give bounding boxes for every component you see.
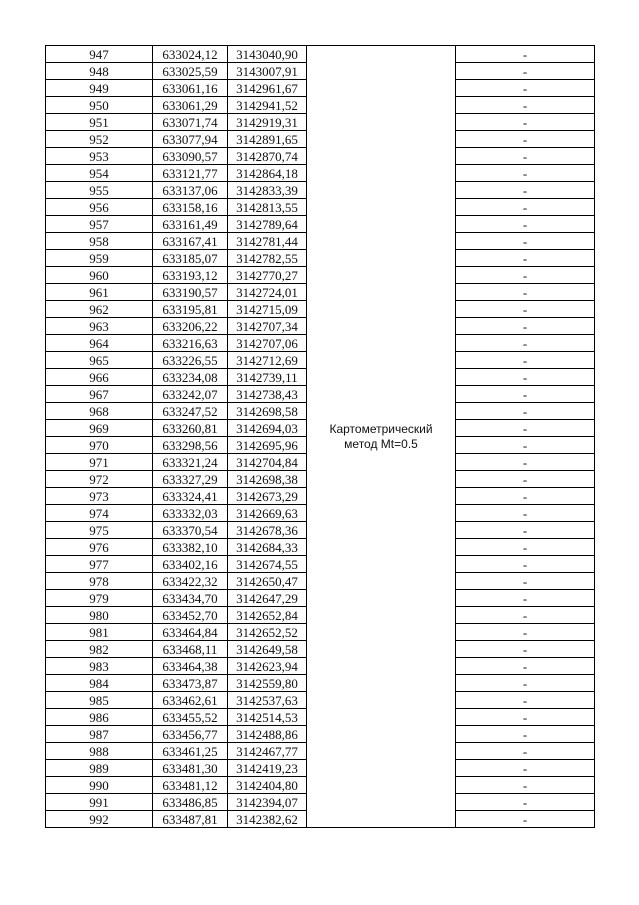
point-number-cell: 980 bbox=[46, 607, 153, 624]
point-number-cell: 965 bbox=[46, 352, 153, 369]
y-coordinate-cell: 3142404,80 bbox=[228, 777, 307, 794]
x-coordinate-cell: 633434,70 bbox=[153, 590, 228, 607]
y-coordinate-cell: 3142961,67 bbox=[228, 80, 307, 97]
point-number-cell: 950 bbox=[46, 97, 153, 114]
y-coordinate-cell: 3142739,11 bbox=[228, 369, 307, 386]
point-number-cell: 969 bbox=[46, 420, 153, 437]
y-coordinate-cell: 3142678,36 bbox=[228, 522, 307, 539]
x-coordinate-cell: 633422,32 bbox=[153, 573, 228, 590]
x-coordinate-cell: 633137,06 bbox=[153, 182, 228, 199]
x-coordinate-cell: 633452,70 bbox=[153, 607, 228, 624]
y-coordinate-cell: 3142467,77 bbox=[228, 743, 307, 760]
value-cell: - bbox=[456, 556, 595, 573]
point-number-cell: 976 bbox=[46, 539, 153, 556]
value-cell: - bbox=[456, 267, 595, 284]
point-number-cell: 947 bbox=[46, 46, 153, 63]
point-number-cell: 991 bbox=[46, 794, 153, 811]
y-coordinate-cell: 3142707,34 bbox=[228, 318, 307, 335]
y-coordinate-cell: 3142537,63 bbox=[228, 692, 307, 709]
y-coordinate-cell: 3142694,03 bbox=[228, 420, 307, 437]
y-coordinate-cell: 3142704,84 bbox=[228, 454, 307, 471]
x-coordinate-cell: 633402,16 bbox=[153, 556, 228, 573]
y-coordinate-cell: 3142891,65 bbox=[228, 131, 307, 148]
x-coordinate-cell: 633025,59 bbox=[153, 63, 228, 80]
value-cell: - bbox=[456, 148, 595, 165]
value-cell: - bbox=[456, 369, 595, 386]
x-coordinate-cell: 633158,16 bbox=[153, 199, 228, 216]
value-cell: - bbox=[456, 692, 595, 709]
value-cell: - bbox=[456, 284, 595, 301]
value-cell: - bbox=[456, 709, 595, 726]
point-number-cell: 973 bbox=[46, 488, 153, 505]
value-cell: - bbox=[456, 46, 595, 63]
y-coordinate-cell: 3142649,58 bbox=[228, 641, 307, 658]
x-coordinate-cell: 633090,57 bbox=[153, 148, 228, 165]
value-cell: - bbox=[456, 590, 595, 607]
point-number-cell: 951 bbox=[46, 114, 153, 131]
value-cell: - bbox=[456, 794, 595, 811]
y-coordinate-cell: 3142870,74 bbox=[228, 148, 307, 165]
value-cell: - bbox=[456, 675, 595, 692]
value-cell: - bbox=[456, 165, 595, 182]
point-number-cell: 958 bbox=[46, 233, 153, 250]
y-coordinate-cell: 3142813,55 bbox=[228, 199, 307, 216]
point-number-cell: 952 bbox=[46, 131, 153, 148]
y-coordinate-cell: 3142652,84 bbox=[228, 607, 307, 624]
point-number-cell: 960 bbox=[46, 267, 153, 284]
point-number-cell: 977 bbox=[46, 556, 153, 573]
point-number-cell: 982 bbox=[46, 641, 153, 658]
value-cell: - bbox=[456, 301, 595, 318]
point-number-cell: 955 bbox=[46, 182, 153, 199]
x-coordinate-cell: 633382,10 bbox=[153, 539, 228, 556]
method-cell bbox=[307, 46, 456, 828]
y-coordinate-cell: 3143040,90 bbox=[228, 46, 307, 63]
value-cell: - bbox=[456, 80, 595, 97]
y-coordinate-cell: 3142382,62 bbox=[228, 811, 307, 828]
x-coordinate-cell: 633161,49 bbox=[153, 216, 228, 233]
point-number-cell: 954 bbox=[46, 165, 153, 182]
value-cell: - bbox=[456, 182, 595, 199]
x-coordinate-cell: 633324,41 bbox=[153, 488, 228, 505]
value-cell: - bbox=[456, 777, 595, 794]
x-coordinate-cell: 633247,52 bbox=[153, 403, 228, 420]
y-coordinate-cell: 3142394,07 bbox=[228, 794, 307, 811]
y-coordinate-cell: 3142514,53 bbox=[228, 709, 307, 726]
value-cell: - bbox=[456, 488, 595, 505]
point-number-cell: 984 bbox=[46, 675, 153, 692]
x-coordinate-cell: 633455,52 bbox=[153, 709, 228, 726]
value-cell: - bbox=[456, 760, 595, 777]
y-coordinate-cell: 3142698,58 bbox=[228, 403, 307, 420]
point-number-cell: 972 bbox=[46, 471, 153, 488]
value-cell: - bbox=[456, 505, 595, 522]
y-coordinate-cell: 3142623,94 bbox=[228, 658, 307, 675]
point-number-cell: 989 bbox=[46, 760, 153, 777]
point-number-cell: 971 bbox=[46, 454, 153, 471]
value-cell: - bbox=[456, 386, 595, 403]
y-coordinate-cell: 3142707,06 bbox=[228, 335, 307, 352]
y-coordinate-cell: 3142674,55 bbox=[228, 556, 307, 573]
point-number-cell: 961 bbox=[46, 284, 153, 301]
point-number-cell: 992 bbox=[46, 811, 153, 828]
point-number-cell: 959 bbox=[46, 250, 153, 267]
point-number-cell: 983 bbox=[46, 658, 153, 675]
point-number-cell: 978 bbox=[46, 573, 153, 590]
x-coordinate-cell: 633024,12 bbox=[153, 46, 228, 63]
x-coordinate-cell: 633206,22 bbox=[153, 318, 228, 335]
y-coordinate-cell: 3142698,38 bbox=[228, 471, 307, 488]
x-coordinate-cell: 633462,61 bbox=[153, 692, 228, 709]
value-cell: - bbox=[456, 250, 595, 267]
point-number-cell: 975 bbox=[46, 522, 153, 539]
point-number-cell: 962 bbox=[46, 301, 153, 318]
point-number-cell: 979 bbox=[46, 590, 153, 607]
x-coordinate-cell: 633216,63 bbox=[153, 335, 228, 352]
y-coordinate-cell: 3142669,63 bbox=[228, 505, 307, 522]
value-cell: - bbox=[456, 573, 595, 590]
point-number-cell: 963 bbox=[46, 318, 153, 335]
point-number-cell: 964 bbox=[46, 335, 153, 352]
x-coordinate-cell: 633464,84 bbox=[153, 624, 228, 641]
y-coordinate-cell: 3142789,64 bbox=[228, 216, 307, 233]
y-coordinate-cell: 3142724,01 bbox=[228, 284, 307, 301]
x-coordinate-cell: 633071,74 bbox=[153, 114, 228, 131]
point-number-cell: 974 bbox=[46, 505, 153, 522]
x-coordinate-cell: 633298,56 bbox=[153, 437, 228, 454]
value-cell: - bbox=[456, 522, 595, 539]
point-number-cell: 953 bbox=[46, 148, 153, 165]
x-coordinate-cell: 633321,24 bbox=[153, 454, 228, 471]
y-coordinate-cell: 3142738,43 bbox=[228, 386, 307, 403]
point-number-cell: 949 bbox=[46, 80, 153, 97]
x-coordinate-cell: 633061,29 bbox=[153, 97, 228, 114]
x-coordinate-cell: 633481,30 bbox=[153, 760, 228, 777]
value-cell: - bbox=[456, 471, 595, 488]
value-cell: - bbox=[456, 607, 595, 624]
x-coordinate-cell: 633473,87 bbox=[153, 675, 228, 692]
x-coordinate-cell: 633370,54 bbox=[153, 522, 228, 539]
y-coordinate-cell: 3142864,18 bbox=[228, 165, 307, 182]
x-coordinate-cell: 633327,29 bbox=[153, 471, 228, 488]
value-cell: - bbox=[456, 352, 595, 369]
value-cell: - bbox=[456, 539, 595, 556]
point-number-cell: 990 bbox=[46, 777, 153, 794]
y-coordinate-cell: 3142712,69 bbox=[228, 352, 307, 369]
y-coordinate-cell: 3142419,23 bbox=[228, 760, 307, 777]
y-coordinate-cell: 3142647,29 bbox=[228, 590, 307, 607]
x-coordinate-cell: 633195,81 bbox=[153, 301, 228, 318]
point-number-cell: 966 bbox=[46, 369, 153, 386]
x-coordinate-cell: 633456,77 bbox=[153, 726, 228, 743]
x-coordinate-cell: 633461,25 bbox=[153, 743, 228, 760]
point-number-cell: 987 bbox=[46, 726, 153, 743]
x-coordinate-cell: 633487,81 bbox=[153, 811, 228, 828]
value-cell: - bbox=[456, 318, 595, 335]
point-number-cell: 986 bbox=[46, 709, 153, 726]
method-line-2: метод Mt=0.5 bbox=[344, 436, 418, 451]
y-coordinate-cell: 3142919,31 bbox=[228, 114, 307, 131]
point-number-cell: 981 bbox=[46, 624, 153, 641]
x-coordinate-cell: 633332,03 bbox=[153, 505, 228, 522]
value-cell: - bbox=[456, 437, 595, 454]
value-cell: - bbox=[456, 97, 595, 114]
value-cell: - bbox=[456, 233, 595, 250]
value-cell: - bbox=[456, 63, 595, 80]
x-coordinate-cell: 633190,57 bbox=[153, 284, 228, 301]
x-coordinate-cell: 633468,11 bbox=[153, 641, 228, 658]
y-coordinate-cell: 3142715,09 bbox=[228, 301, 307, 318]
x-coordinate-cell: 633077,94 bbox=[153, 131, 228, 148]
x-coordinate-cell: 633167,41 bbox=[153, 233, 228, 250]
x-coordinate-cell: 633061,16 bbox=[153, 80, 228, 97]
point-number-cell: 967 bbox=[46, 386, 153, 403]
y-coordinate-cell: 3142941,52 bbox=[228, 97, 307, 114]
x-coordinate-cell: 633486,85 bbox=[153, 794, 228, 811]
point-number-cell: 957 bbox=[46, 216, 153, 233]
point-number-cell: 985 bbox=[46, 692, 153, 709]
y-coordinate-cell: 3142488,86 bbox=[228, 726, 307, 743]
y-coordinate-cell: 3142833,39 bbox=[228, 182, 307, 199]
value-cell: - bbox=[456, 726, 595, 743]
value-cell: - bbox=[456, 743, 595, 760]
value-cell: - bbox=[456, 454, 595, 471]
table-row bbox=[46, 46, 595, 63]
y-coordinate-cell: 3142782,55 bbox=[228, 250, 307, 267]
x-coordinate-cell: 633464,38 bbox=[153, 658, 228, 675]
value-cell: - bbox=[456, 403, 595, 420]
value-cell: - bbox=[456, 335, 595, 352]
x-coordinate-cell: 633234,08 bbox=[153, 369, 228, 386]
value-cell: - bbox=[456, 658, 595, 675]
value-cell: - bbox=[456, 811, 595, 828]
value-cell: - bbox=[456, 641, 595, 658]
y-coordinate-cell: 3143007,91 bbox=[228, 63, 307, 80]
value-cell: - bbox=[456, 216, 595, 233]
x-coordinate-cell: 633226,55 bbox=[153, 352, 228, 369]
x-coordinate-cell: 633242,07 bbox=[153, 386, 228, 403]
y-coordinate-cell: 3142650,47 bbox=[228, 573, 307, 590]
value-cell: - bbox=[456, 624, 595, 641]
y-coordinate-cell: 3142559,80 bbox=[228, 675, 307, 692]
value-cell: - bbox=[456, 131, 595, 148]
coordinates-table bbox=[45, 45, 595, 828]
coordinates-table-body bbox=[46, 46, 595, 828]
x-coordinate-cell: 633481,12 bbox=[153, 777, 228, 794]
y-coordinate-cell: 3142684,33 bbox=[228, 539, 307, 556]
x-coordinate-cell: 633121,77 bbox=[153, 165, 228, 182]
y-coordinate-cell: 3142695,96 bbox=[228, 437, 307, 454]
method-line-1: Картометрический bbox=[329, 421, 433, 436]
x-coordinate-cell: 633185,07 bbox=[153, 250, 228, 267]
point-number-cell: 988 bbox=[46, 743, 153, 760]
y-coordinate-cell: 3142673,29 bbox=[228, 488, 307, 505]
y-coordinate-cell: 3142770,27 bbox=[228, 267, 307, 284]
x-coordinate-cell: 633260,81 bbox=[153, 420, 228, 437]
point-number-cell: 970 bbox=[46, 437, 153, 454]
x-coordinate-cell: 633193,12 bbox=[153, 267, 228, 284]
value-cell: - bbox=[456, 420, 595, 437]
point-number-cell: 948 bbox=[46, 63, 153, 80]
value-cell: - bbox=[456, 199, 595, 216]
point-number-cell: 956 bbox=[46, 199, 153, 216]
y-coordinate-cell: 3142652,52 bbox=[228, 624, 307, 641]
y-coordinate-cell: 3142781,44 bbox=[228, 233, 307, 250]
point-number-cell: 968 bbox=[46, 403, 153, 420]
value-cell: - bbox=[456, 114, 595, 131]
